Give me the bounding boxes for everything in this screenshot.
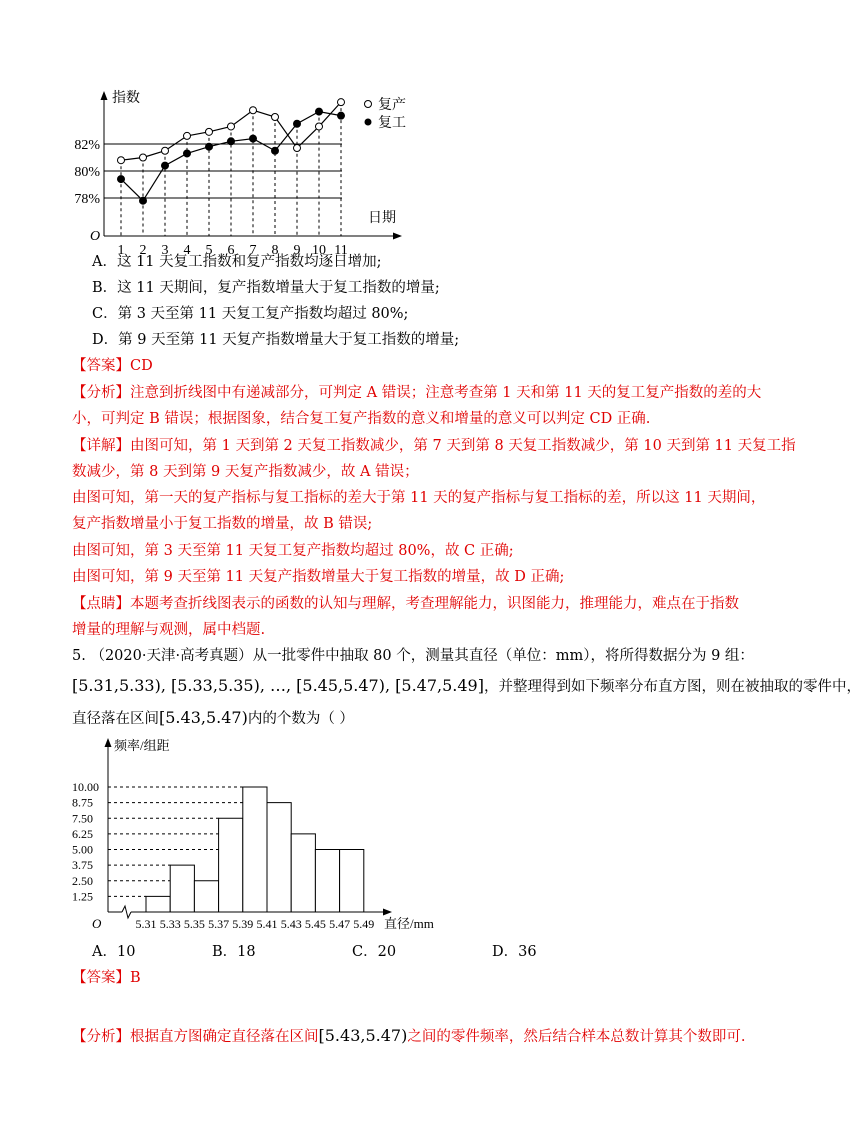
open-point	[206, 128, 213, 135]
histogram-bar	[146, 896, 170, 912]
x-tick-label: 5.37	[208, 917, 230, 931]
filled-point	[338, 112, 345, 119]
q4-detail-line3: 由图可知，第一天的复产指标与复工指标的差大于第 11 天的复产指标与复工指标的差，所以这 11 天期间，	[72, 490, 766, 506]
open-point	[316, 123, 323, 130]
histogram-bar	[291, 834, 315, 912]
histogram-bar	[243, 787, 267, 912]
q5-analysis: 【分析】根据直方图确定直径落在区间[5.43,5.47)之间的零件频率，然后结合样本总数计算其个数即可.	[72, 1026, 746, 1045]
q4-answer: 【答案】CD	[72, 358, 153, 374]
x-tick-label: 6	[227, 243, 235, 258]
q4-detail-line4: 复产指数增量小于复工指数的增量，故 B 错误;	[72, 516, 373, 532]
x-tick-label: 10	[312, 243, 326, 258]
histogram-x-label: 直径/mm	[384, 916, 434, 931]
histogram-bar	[340, 850, 364, 913]
line-chart-y-label: 指数	[112, 91, 140, 106]
q4-option-b: B．这 11 天期间，复产指数增量大于复工指数的增量;	[92, 280, 440, 296]
x-tick-label: 11	[334, 243, 348, 258]
histogram-bar	[170, 865, 194, 912]
x-tick-label: 8	[271, 243, 279, 258]
y-tick-label: 7.50	[72, 811, 93, 826]
y-tick-label: 6.25	[72, 826, 93, 841]
line-chart	[60, 88, 410, 258]
open-point	[140, 154, 147, 161]
x-tick-label: 5.35	[183, 917, 205, 931]
open-point	[338, 99, 345, 106]
x-tick-label: 5.45	[304, 917, 326, 931]
x-tick-label: 5.39	[232, 917, 254, 931]
x-tick-label: 5.41	[256, 917, 278, 931]
q4-option-a: A．这 11 天复工指数和复产指数均逐日增加;	[92, 254, 382, 270]
y-tick-label: 1.25	[72, 889, 93, 904]
filled-point	[118, 176, 125, 183]
x-tick-label: 2	[139, 243, 147, 258]
legend-open-marker	[365, 101, 372, 108]
filled-point	[206, 143, 213, 150]
q5-answer: 【答案】B	[72, 970, 141, 986]
open-point	[294, 145, 301, 152]
q5-option-d: D．36	[492, 944, 537, 960]
q4-detail-line5: 由图可知，第 3 天至第 11 天复工复产指数均超过 80%，故 C 正确;	[72, 543, 514, 559]
histogram-bar	[194, 881, 218, 912]
open-point	[250, 107, 257, 114]
q5-stem-line3: 直径落在区间[5.43,5.47)内的个数为（ ）	[72, 708, 354, 727]
y-tick-label: 8.75	[72, 795, 93, 810]
x-tick-label: 4	[183, 243, 191, 258]
histogram-origin: O	[92, 916, 102, 931]
x-tick-label: 1	[117, 243, 125, 258]
y-tick-label: 78%	[74, 192, 100, 207]
x-tick-label: 5.31	[135, 917, 157, 931]
x-tick-label: 5.49	[353, 917, 375, 931]
y-tick-label: 5.00	[72, 842, 93, 857]
y-tick-label: 80%	[74, 165, 100, 180]
line-chart-x-label: 日期	[368, 211, 396, 226]
filled-point	[250, 135, 257, 142]
q4-analysis-line1: 【分析】注意到折线图中有递减部分，可判定 A 错误；注意考查第 1 天和第 11 天的复工复产指数的差的大	[72, 385, 762, 401]
q4-detail-line2: 数减少，第 8 天到第 9 天复产指数减少，故 A 错误；	[72, 464, 419, 480]
filled-point	[316, 108, 323, 115]
q4-analysis-line2: 小，可判定 B 错误；根据图象，结合复工复产指数的意义和增量的意义可以判定 CD 正确.	[72, 411, 651, 427]
y-tick-label: 10.00	[72, 780, 99, 794]
open-point	[184, 132, 191, 139]
legend-fugong-label: 复工	[378, 116, 406, 131]
histogram-chart	[70, 734, 450, 934]
x-tick-label: 3	[161, 243, 169, 258]
q5-option-c: C．20	[352, 944, 397, 960]
q5-intervals: [5.31,5.33), [5.33,5.35), …, [5.45,5.47), [5.47,5.49]	[72, 676, 484, 695]
histogram-bar	[267, 803, 291, 912]
q4-detail-line1: 【详解】由图可知，第 1 天到第 2 天复工指数减少，第 7 天到第 8 天复工指数减少，第 10 天到第 11 天复工指	[72, 438, 796, 454]
filled-point	[228, 138, 235, 145]
line-chart-origin: O	[90, 229, 101, 244]
legend-fuchan-label: 复产	[378, 98, 406, 113]
x-tick-label: 9	[293, 243, 301, 258]
open-point	[228, 123, 235, 130]
filled-point	[140, 197, 147, 204]
x-tick-label: 5	[205, 243, 213, 258]
x-tick-label: 5.43	[280, 917, 302, 931]
q4-option-c: C．第 3 天至第 11 天复工复产指数均超过 80%;	[92, 306, 409, 322]
x-tick-label: 5.47	[329, 917, 351, 931]
open-point	[162, 147, 169, 154]
q5-option-b: B．18	[212, 944, 256, 960]
filled-point	[184, 150, 191, 157]
histogram-bar	[219, 818, 243, 912]
filled-point	[272, 147, 279, 154]
histogram-y-label: 频率/组距	[114, 738, 170, 753]
open-point	[118, 157, 125, 164]
y-tick-label: 2.50	[72, 873, 93, 888]
histogram-bar	[315, 850, 339, 913]
open-point	[272, 114, 279, 121]
q4-option-d: D．第 9 天至第 11 天复产指数增量大于复工指数的增量;	[92, 332, 460, 348]
q5-stem-line1: 5. （2020·天津·高考真题）从一批零件中抽取 80 个，测量其直径（单位：mm），将所得数据分为 9 组：	[72, 648, 754, 664]
y-tick-label: 82%	[74, 138, 100, 153]
q5-option-a: A．10	[92, 944, 136, 960]
x-tick-label: 5.33	[159, 917, 181, 931]
q4-comment-line1: 【点睛】本题考查折线图表示的函数的认知与理解，考查理解能力，识图能力，推理能力，难点在于指数	[72, 596, 739, 612]
q4-detail-line6: 由图可知，第 9 天至第 11 天复产指数增量大于复工指数的增量，故 D 正确;	[72, 569, 565, 585]
q5-stem-line2: [5.31,5.33), [5.33,5.35), …, [5.45,5.47), [5.47,5.49]，并整理得到如下频率分布直方图，则在被抽取的零件中，	[72, 676, 861, 695]
filled-point	[294, 120, 301, 127]
legend-filled-marker	[365, 119, 372, 126]
x-tick-label: 7	[249, 243, 257, 258]
y-tick-label: 3.75	[72, 858, 93, 873]
q4-comment-line2: 增量的理解与观测，属中档题.	[72, 622, 266, 638]
filled-point	[162, 162, 169, 169]
